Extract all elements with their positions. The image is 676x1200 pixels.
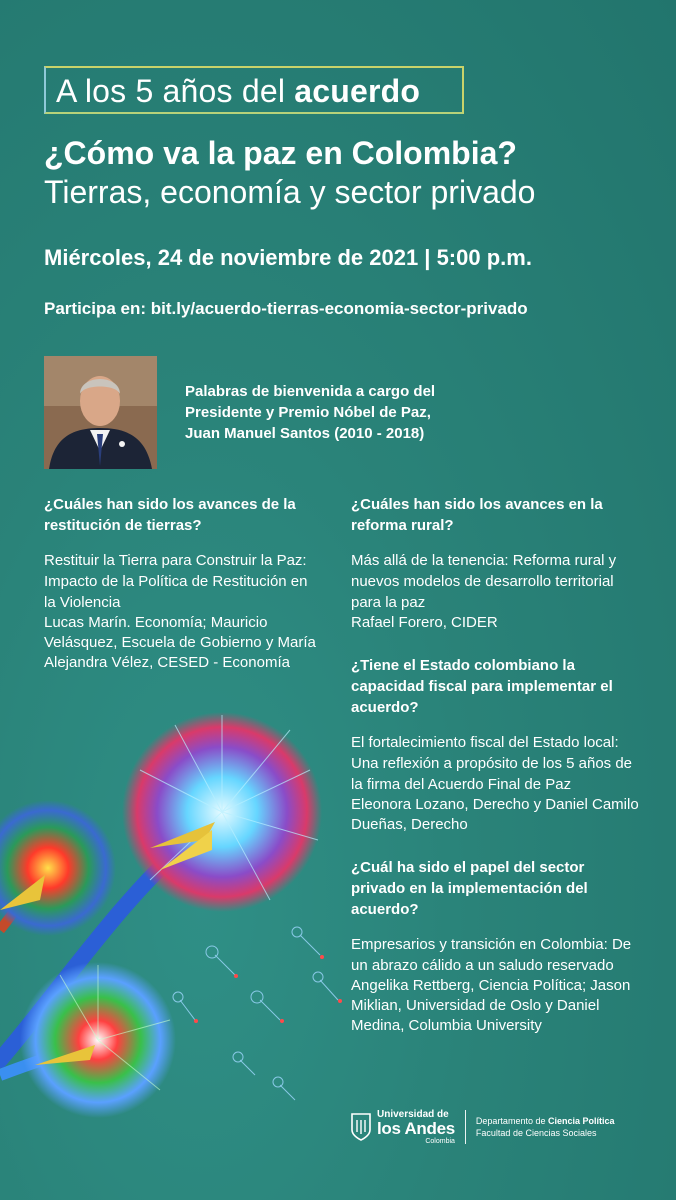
welcome-line-2: Presidente y Premio Nóbel de Paz, [185,404,431,421]
session-talk-title: El fortalecimiento fiscal del Estado local: Una reflexión a propósito de los 5 años de la firma del Acuerdo Final de Paz [351,734,633,793]
session-question: ¿Cuáles han sido los avances de la restitución de tierras? [44,496,296,534]
department-name [476,1115,615,1127]
session-authors: Angelika Rettberg, Ciencia Política; Jason Miklian, Universidad de Oslo y Daniel Medina, Columbia University [351,977,631,1034]
university-logo [350,1109,455,1146]
speaker-photo [44,356,157,469]
session-block [351,655,639,835]
welcome-line-3: Juan Manuel Santos (2010 - 2018) [185,425,425,442]
portrait-image [44,356,157,469]
event-subtitle: Tierras, economía y sector privado [44,174,536,210]
department-prefix: Departamento de [475,1116,548,1126]
participate-link[interactable]: Participa en: bit.ly/acuerdo-tierras-economia-sector-privado [44,299,528,318]
right-column [351,494,639,1058]
session-authors: Lucas Marín. Economía; Mauricio Velásquez, Escuela de Gobierno y María Alejandra Vélez, CESED - Economía [44,614,316,671]
university-name-line1: Universidad de [377,1108,449,1120]
kicker-text: A los 5 años del [56,73,295,109]
session-talk-title: Más allá de la tenencia: Reforma rural y nuevos modelos de desarrollo territorial para la paz [351,552,617,611]
event-date: Miércoles, 24 de noviembre de 2021 | 5:00 p.m. [44,245,532,270]
kicker-bold-text: acuerdo [294,73,421,109]
university-crest-icon [350,1112,372,1142]
session-block [351,494,639,633]
session-question: ¿Cuáles han sido los avances en la reforma rural? [351,496,603,534]
session-talk-title: Empresarios y transición en Colombia: De un abrazo cálido a un saludo reservado [351,936,632,974]
session-block [44,494,316,673]
kicker-heading [56,72,420,110]
session-authors: Rafael Forero, CIDER [351,614,498,631]
university-name-line2: los Andes [377,1118,455,1138]
session-talk-title: Restituir la Tierra para Construir la Paz: Impacto de la Política de Restitución en la Violencia [44,552,308,611]
footer-divider [465,1110,466,1144]
session-question: ¿Cuál ha sido el papel del sector privado en la implementación del acuerdo? [351,859,588,918]
session-authors: Eleonora Lozano, Derecho y Daniel Camilo Dueñas, Derecho [351,796,639,833]
welcome-line-1: Palabras de bienvenida a cargo del [185,383,436,400]
footer-logos [350,1106,615,1148]
department-bold: Ciencia Política [547,1116,615,1126]
welcome-remarks [185,381,525,444]
university-country: Colombia [425,1137,455,1145]
faculty-name: Facultad de Ciencias Sociales [475,1128,597,1138]
department-info [476,1115,615,1139]
event-title: ¿Cómo va la paz en Colombia? [44,135,517,171]
session-question: ¿Tiene el Estado colombiano la capacidad fiscal para implementar el acuerdo? [351,657,613,716]
session-block [351,857,639,1036]
left-column [44,494,316,695]
